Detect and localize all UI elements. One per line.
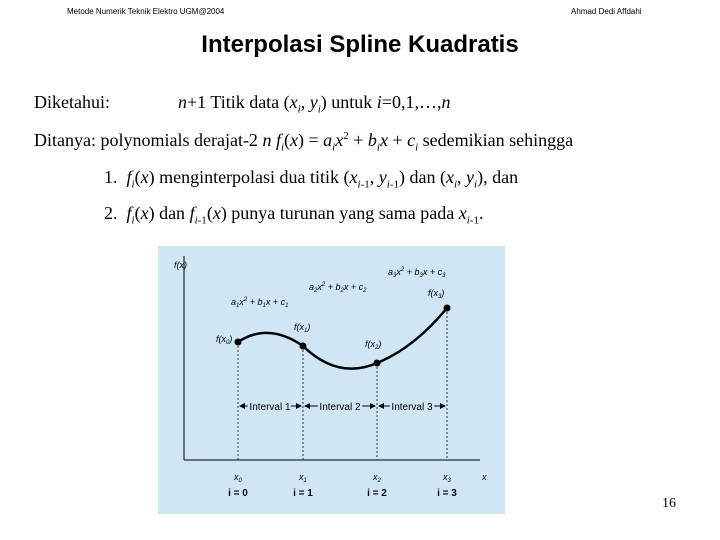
- spline-figure: [158, 246, 505, 514]
- diketahui-body: n+1 Titik data ($x_i$, $y_i$) untuk i=0,1,…,n: [178, 92, 451, 116]
- point-label-x1: $f(x_1)$: [294, 322, 311, 334]
- tick-x3: $x_3$: [443, 472, 451, 484]
- interval-label-2: Interval 2: [319, 402, 361, 413]
- slide-title: Interpolasi Spline Kuadratis: [201, 31, 519, 58]
- curve-label-1: $a_1x^2 + b_1x + c_1$: [231, 297, 289, 309]
- point-x3: [444, 305, 451, 312]
- header-left: Metode Numerik Teknik Elektro UGM@2004: [67, 7, 225, 16]
- x-axis-label: x: [482, 472, 487, 482]
- i-label-3: i = 3: [437, 488, 457, 499]
- i-label-2: i = 2: [367, 488, 387, 499]
- tick-x2: $x_2$: [373, 472, 381, 484]
- interval-label-1: Interval 1: [249, 402, 291, 413]
- header-right: Ahmad Dedi Affdahi: [571, 7, 642, 16]
- point-x1: [300, 343, 307, 350]
- spline-curve: [238, 308, 447, 369]
- condition-item-2: 2. $f_i(x)$ dan $f_{i-1}(x)$ punya turunan yang sama pada $x_{i-1}$.: [104, 203, 484, 227]
- ditanya-line: Ditanya: polynomials derajat-2 n $f_i(x) = a_ix^2 + b_ix + c_i$ sedemikian sehingga: [34, 130, 574, 154]
- point-x0: [235, 339, 242, 346]
- page-number: 16: [662, 496, 676, 511]
- tick-x0: $x_0$: [234, 472, 242, 484]
- y-axis-label: f(x): [174, 260, 187, 270]
- curve-label-2: $a_2x^2 + b_2x + c_2$: [309, 282, 367, 294]
- tick-x1: $x_1$: [299, 472, 307, 484]
- i-label-1: i = 1: [293, 488, 313, 499]
- i-label-0: i = 0: [228, 488, 248, 499]
- interval-label-3: Interval 3: [391, 402, 433, 413]
- point-label-x2: $f(x_2)$: [365, 339, 382, 351]
- curve-label-3: $a_3x^2 + b_3x + c_3$: [388, 267, 446, 279]
- diketahui-label: Diketahui:: [34, 92, 110, 112]
- spline-diagram: [158, 246, 505, 514]
- point-x2: [374, 360, 381, 367]
- point-label-x3: $f(x_3)$: [428, 288, 445, 300]
- point-label-x0: $f(x_0)$: [216, 334, 233, 346]
- condition-item-1: 1. $f_i(x)$ menginterpolasi dua titik ($x_{i-1}$, $y_{i-1}$) dan ($x_i$, $y_i$), dan: [104, 167, 519, 191]
